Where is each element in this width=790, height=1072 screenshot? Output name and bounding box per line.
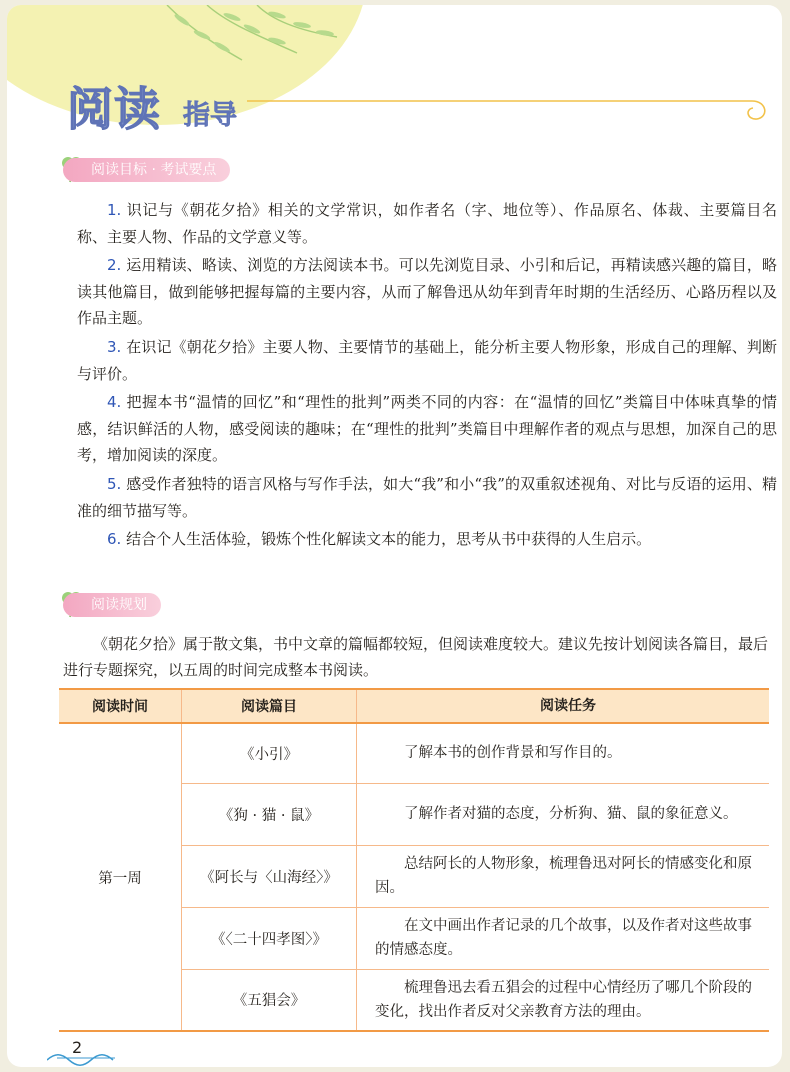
table-row <box>59 723 769 783</box>
title-underline-decoration <box>247 91 777 131</box>
objective-item: 6. 结合个人生活体验，锻炼个性化解读文本的能力，思考从书中获得的人生启示。 <box>107 530 652 549</box>
page-title: 阅读 <box>67 82 161 136</box>
objective-item: 3. 在识记《朝花夕拾》主要人物、主要情节的基础上，能分析主要人物形象，形成自己的理解、判断与评价。 <box>77 337 777 383</box>
week-cell: 第一周 <box>59 723 182 1031</box>
chapter-title: 《小引》 <box>182 723 357 783</box>
reading-task: 在文中画出作者记录的几个故事，以及作者对这些故事的情感态度。 <box>357 907 770 969</box>
objective-item: 2. 运用精读、略读、浏览的方法阅读本书。可以先浏览目录、小引和后记，再精读感兴趣的篇目，略读其他篇目，做到能够把握每篇的主要内容，从而了解鲁迅从幼年到青年时期的生活经历、心路历程以及作品主题。 <box>77 256 777 328</box>
wave-decoration <box>47 1053 117 1067</box>
chapter-title: 《狗 · 猫 · 鼠》 <box>182 783 357 845</box>
chapter-title: 《五猖会》 <box>182 969 357 1031</box>
section-label-objectives: 阅读目标 · 考试要点 <box>63 158 230 182</box>
section-label-plan: 阅读规划 <box>63 593 161 617</box>
plan-intro: 《朝花夕拾》属于散文集，书中文章的篇幅都较短，但阅读难度较大。建议先按计划阅读各篇目，最后进行专题探究，以五周的时间完成整本书阅读。 <box>63 635 769 679</box>
chapter-title: 《〈二十四孝图〉》 <box>182 907 357 969</box>
header-time: 阅读时间 <box>59 689 182 723</box>
reading-task: 总结阿长的人物形象，梳理鲁迅对阿长的情感变化和原因。 <box>357 845 770 907</box>
reading-plan-table <box>59 688 769 1032</box>
chapter-title: 《阿长与〈山海经〉》 <box>182 845 357 907</box>
objectives-list <box>77 197 777 555</box>
page-subtitle: 指导 <box>183 100 237 131</box>
objective-item: 5. 感受作者独特的语言风格与写作手法，如大“我”和小“我”的双重叙述视角、对比与反语的运用、精准的细节描写等。 <box>77 474 777 520</box>
page-number: 2 <box>72 1038 83 1057</box>
reading-task: 梳理鲁迅去看五猖会的过程中心情经历了哪几个阶段的变化，找出作者反对父亲教育方法的理由。 <box>357 969 770 1031</box>
objective-item: 4. 把握本书“温情的回忆”和“理性的批判”两类不同的内容：在“温情的回忆”类篇目中体味真挚的情感，结识鲜活的人物，感受阅读的趣味；在“理性的批判”类篇目中理解作者的观点与思想，加深自己的思考，增加阅读的深度。 <box>77 393 777 465</box>
willow-leaves-icon <box>147 5 347 80</box>
header-title: 阅读篇目 <box>182 689 357 723</box>
book-page <box>7 5 782 1067</box>
reading-task: 了解作者对猫的态度，分析狗、猫、鼠的象征意义。 <box>357 783 770 845</box>
objective-item: 1. 识记与《朝花夕拾》相关的文学常识，如作者名（字、地位等）、作品原名、体裁、主要篇目名称、主要人物、作品的文学意义等。 <box>77 201 777 246</box>
reading-task: 了解本书的创作背景和写作目的。 <box>357 723 770 783</box>
table-header-row <box>59 689 769 723</box>
header-task: 阅读任务 <box>357 689 770 723</box>
